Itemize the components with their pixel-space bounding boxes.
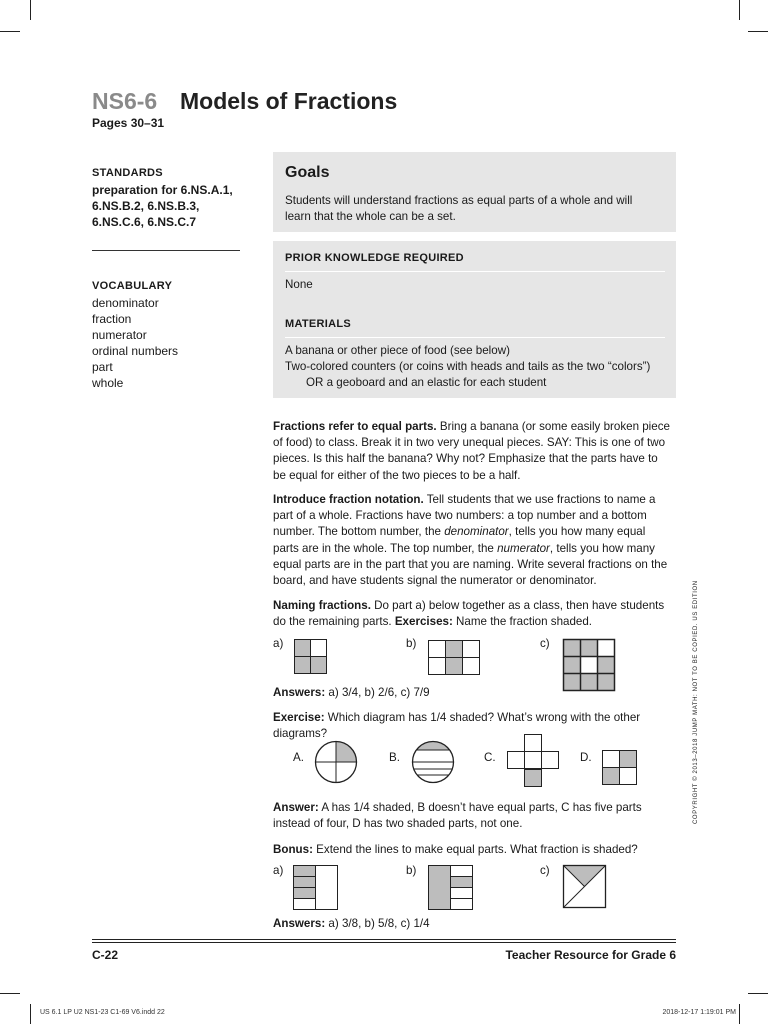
crop-mark: [748, 31, 768, 32]
lead-text: Bonus:: [273, 843, 313, 856]
answer-quarter: [273, 800, 676, 832]
goals-line: Students will understand fractions as equal parts of a whole and will: [285, 194, 633, 207]
crop-mark: [0, 993, 20, 994]
diagram-label: B.: [389, 751, 400, 764]
diagram-label: C.: [484, 751, 496, 764]
fraction-grid-a: [294, 639, 328, 675]
goals-box: [273, 152, 676, 232]
materials-heading: MATERIALS: [285, 318, 352, 330]
goals-heading: Goals: [285, 164, 330, 181]
page-number: C-22: [92, 948, 119, 962]
bonus-diagram-b: [428, 865, 474, 911]
vocabulary-item: denominator: [92, 296, 159, 310]
divider: [285, 337, 665, 338]
page-title: Models of Fractions: [180, 88, 398, 114]
crop-mark: [748, 993, 768, 994]
paragraph-naming-fractions: [273, 598, 676, 630]
exercise-quarter: [273, 710, 676, 742]
bonus: [273, 842, 676, 858]
lead-text: Exercise:: [273, 711, 325, 724]
body-text: Extend the lines to make equal parts. What fraction is shaded?: [312, 843, 638, 856]
standards-line: 6.NS.C.6, 6.NS.C.7: [92, 215, 197, 229]
divider: [285, 271, 665, 272]
answers-bonus: [273, 916, 676, 932]
prior-text: None: [285, 278, 313, 291]
vocabulary-list: [92, 295, 178, 391]
standards-line: preparation for 6.NS.A.1,: [92, 183, 233, 197]
goals-line: learn that the whole can be a set.: [285, 210, 456, 224]
body-text: , tells you how many equal: [508, 525, 646, 539]
body-text: pieces. Is this half the banana? Why not? Emphasize that the parts have to: [273, 452, 658, 466]
sidebar-divider: [92, 250, 240, 251]
body-text: Tell students that we use fractions to name a: [423, 493, 656, 506]
date-slug: 2018-12-17 1:19:01 PM: [662, 1009, 736, 1016]
vocabulary-item: numerator: [92, 328, 147, 342]
bonus-diagram-c: [563, 865, 607, 909]
book-title: Teacher Resource for Grade 6: [505, 948, 676, 962]
materials-list: [285, 343, 675, 392]
lead-text: Answers:: [273, 917, 326, 930]
body-text: Bring a banana (or some easily broken piece: [436, 420, 670, 433]
paragraph-equal-parts: [273, 419, 676, 484]
copyright-wrapper: [693, 580, 703, 824]
grid-diagram-d: [602, 750, 638, 786]
body-text: A has 1/4 shaded, B doesn’t have equal parts, C has five parts: [318, 801, 642, 814]
body-text: board, and have students signal the numerator or denominator.: [273, 574, 597, 588]
body-text: Name the fraction shaded.: [452, 615, 593, 629]
crop-mark: [739, 1004, 740, 1024]
lead-text: Introduce fraction notation.: [273, 493, 424, 506]
paragraph-fraction-notation: [273, 492, 676, 589]
body-text: a) 3/4, b) 2/6, c) 7/9: [325, 686, 430, 699]
term-text: denominator: [444, 525, 509, 539]
answers-naming: [273, 685, 676, 701]
materials-item: A banana or other piece of food (see below): [285, 344, 510, 357]
crop-mark: [739, 0, 740, 20]
body-text: Which diagram has 1/4 shaded? What’s wrong with the other: [324, 711, 641, 724]
circle-diagram-b: [411, 740, 455, 784]
pages-ref: Pages 30–31: [92, 116, 165, 130]
footer-rule: [92, 942, 676, 943]
crop-mark: [30, 0, 31, 20]
vocabulary-item: fraction: [92, 312, 132, 326]
bonus-diagram-a: [293, 865, 339, 911]
body-text: part of a whole. Fractions have two numbers: a top number and a bottom: [273, 509, 647, 523]
lesson-code: NS6-6: [92, 88, 158, 114]
body-text: a) 3/8, b) 5/8, c) 1/4: [325, 917, 430, 930]
diagram-label: c): [540, 637, 550, 650]
lead-text: Exercises:: [394, 615, 453, 629]
vocabulary-item: ordinal numbers: [92, 344, 179, 358]
diagram-label: b): [406, 864, 417, 877]
diagram-label: A.: [293, 751, 304, 764]
body-text: of food) to class. Break it in two very unequal pieces. SAY: This is one of two: [273, 436, 666, 450]
diagram-label: a): [273, 864, 284, 877]
prior-heading: PRIOR KNOWLEDGE REQUIRED: [285, 252, 464, 264]
prior-knowledge-box: [273, 241, 676, 398]
term-text: numerator: [497, 541, 550, 555]
diagram-label: D.: [580, 751, 592, 764]
lead-text: Fractions refer to equal parts.: [273, 420, 437, 433]
body-text: do the remaining parts.: [273, 615, 395, 629]
materials-item: OR a geoboard and an elastic for each student: [306, 376, 547, 390]
body-text: parts are in the whole. The top number, the: [273, 541, 498, 555]
crop-mark: [0, 31, 20, 32]
body-text: be equal for either of the two pieces to be a half.: [273, 468, 521, 482]
goals-text: [285, 193, 670, 225]
copyright-notice: COPYRIGHT © 2013–2018 JUMP MATH: NOT TO BE COPIED. US EDITION: [693, 580, 699, 824]
body-text: instead of four, D has two shaded parts, not one.: [273, 817, 523, 831]
diagram-label: b): [406, 637, 417, 650]
crop-mark: [30, 1004, 31, 1024]
vocabulary-item: whole: [92, 376, 124, 390]
lead-text: Answer:: [273, 801, 319, 814]
body-text: , tells you how many: [549, 541, 655, 555]
cross-diagram-c: [507, 734, 559, 788]
vocabulary-item: part: [92, 360, 113, 374]
footer-rule: [92, 939, 676, 940]
standards-list: [92, 182, 233, 230]
lead-text: Naming fractions.: [273, 599, 371, 612]
lead-text: Answers:: [273, 686, 326, 699]
body-text: diagrams?: [273, 727, 328, 741]
file-slug: US 6.1 LP U2 NS1-23 C1-69 V6.indd 22: [40, 1009, 165, 1016]
body-text: Do part a) below together as a class, then have students: [370, 599, 665, 612]
diagram-label: a): [273, 637, 284, 650]
standards-heading: STANDARDS: [92, 167, 163, 179]
vocabulary-heading: VOCABULARY: [92, 280, 173, 292]
fraction-grid-b: [428, 640, 480, 676]
diagram-label: c): [540, 864, 550, 877]
body-text: number. The bottom number, the: [273, 525, 445, 539]
body-text: equal parts are in the part that you are naming. Write several fractions on the: [273, 557, 668, 571]
materials-item: Two-colored counters (or coins with heads and tails as the two “colors”): [285, 360, 651, 374]
standards-line: 6.NS.B.2, 6.NS.B.3,: [92, 199, 200, 213]
circle-diagram-a: [314, 740, 358, 784]
